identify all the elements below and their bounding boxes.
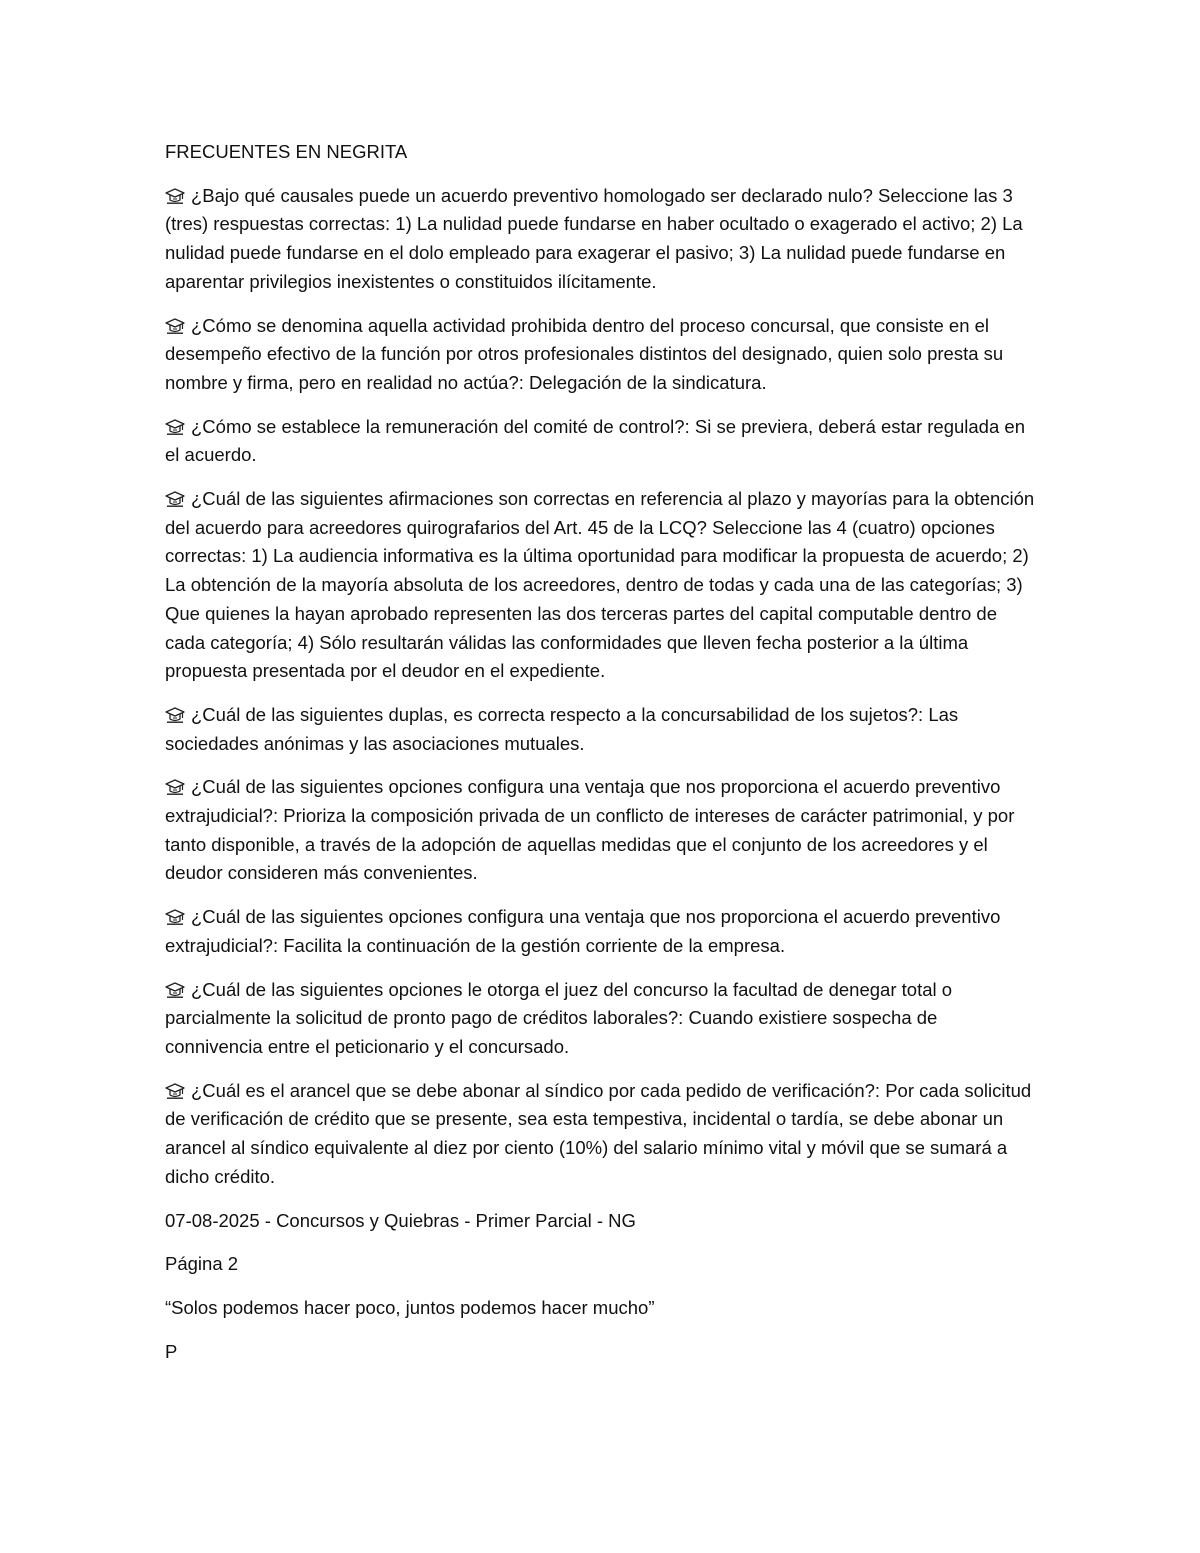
question-item <box>165 182 1035 297</box>
document-heading: FRECUENTES EN NEGRITA <box>165 141 408 162</box>
question-item <box>165 485 1035 686</box>
graduation-cap-icon <box>165 979 185 997</box>
trailing-letter: P <box>165 1340 178 1362</box>
graduation-cap-icon <box>165 185 185 203</box>
question-item <box>165 773 1035 888</box>
graduation-cap-icon <box>165 704 185 722</box>
graduation-cap-icon <box>165 906 185 924</box>
question-text: ¿Cuál de las siguientes opciones configura una ventaja que nos proporciona el acuerdo preventivo extrajudicial?: Prioriza la composición privada de un conflicto de intereses de carácter patrimonial, y por tanto disponible, a través de la adopción de aquellas medidas que el conjunto de los acreedores y el deudor consideren más convenientes. <box>165 776 1015 884</box>
question-text: ¿Bajo qué causales puede un acuerdo preventivo homologado ser declarado nulo? Seleccione las 3 (tres) respuestas correctas: 1) La nulidad puede fundarse en haber ocultado o exagerado el activo; 2) La nulidad puede fundarse en el dolo empleado para exagerar el pasivo; 3) La nulidad puede fundarse en aparentar privilegios inexistentes o constituidos ilícitamente. <box>165 184 1023 292</box>
graduation-cap-icon <box>165 776 185 794</box>
page-number: Página 2 <box>165 1253 239 1275</box>
quote: “Solos podemos hacer poco, juntos podemos hacer mucho” <box>165 1296 655 1318</box>
question-text: ¿Cuál de las siguientes opciones configura una ventaja que nos proporciona el acuerdo preventivo extrajudicial?: Facilita la continuación de la gestión corriente de la empresa. <box>165 906 1001 956</box>
document-page <box>165 138 1035 1381</box>
question-item <box>165 903 1035 960</box>
question-text: ¿Cuál es el arancel que se debe abonar al síndico por cada pedido de verificación?: Por cada solicitud de verificación de crédito que se presente, sea esta tempestiva, incidental o tardía, se debe abonar un arancel al síndico equivalente al diez por ciento (10%) del salario mínimo vital y móvil que se sumará a dicho crédito. <box>165 1079 1032 1187</box>
graduation-cap-icon <box>165 488 185 506</box>
graduation-cap-icon <box>165 1080 185 1098</box>
question-item <box>165 312 1035 398</box>
question-item <box>165 413 1035 470</box>
course-footer: 07-08-2025 - Concursos y Quiebras - Primer Parcial - NG <box>165 1209 636 1231</box>
question-text: ¿Cuál de las siguientes opciones le otorga el juez del concurso la facultad de denegar total o parcialmente la solicitud de pronto pago de créditos laborales?: Cuando existiere sospecha de connivencia entre el peticionario y el concursado. <box>165 978 953 1057</box>
graduation-cap-icon <box>165 315 185 333</box>
question-item <box>165 976 1035 1062</box>
graduation-cap-icon <box>165 416 185 434</box>
question-list <box>165 182 1035 1192</box>
question-text: ¿Cómo se establece la remuneración del comité de control?: Si se previera, deberá estar regulada en el acuerdo. <box>165 415 1025 466</box>
question-text: ¿Cuál de las siguientes duplas, es correcta respecto a la concursabilidad de los sujetos?: Las sociedades anónimas y las asociaciones mutuales. <box>165 703 959 754</box>
question-item <box>165 1077 1035 1192</box>
question-item <box>165 701 1035 758</box>
question-text: ¿Cómo se denomina aquella actividad prohibida dentro del proceso concursal, que consiste en el desempeño efectivo de la función por otros profesionales distintos del designado, quien solo presta su nombre y firma, pero en realidad no actúa?: Delegación de la sindicatura. <box>165 314 1004 393</box>
question-text: ¿Cuál de las siguientes afirmaciones son correctas en referencia al plazo y mayorías para la obtención del acuerdo para acreedores quirografarios del Art. 45 de la LCQ? Seleccione las 4 (cuatro) opciones correctas: 1) La audiencia informativa es la última oportunidad para modificar la propuesta de acuerdo; 2) La obtención de la mayoría absoluta de los acreedores, dentro de todas y cada una de las categorías; 3) Que quienes la hayan aprobado representen las dos terceras partes del capital computable dentro de cada categoría; 4) Sólo resultarán válidas las conformidades que lleven fecha posterior a la última propuesta presentada por el deudor en el expediente. <box>165 488 1035 682</box>
